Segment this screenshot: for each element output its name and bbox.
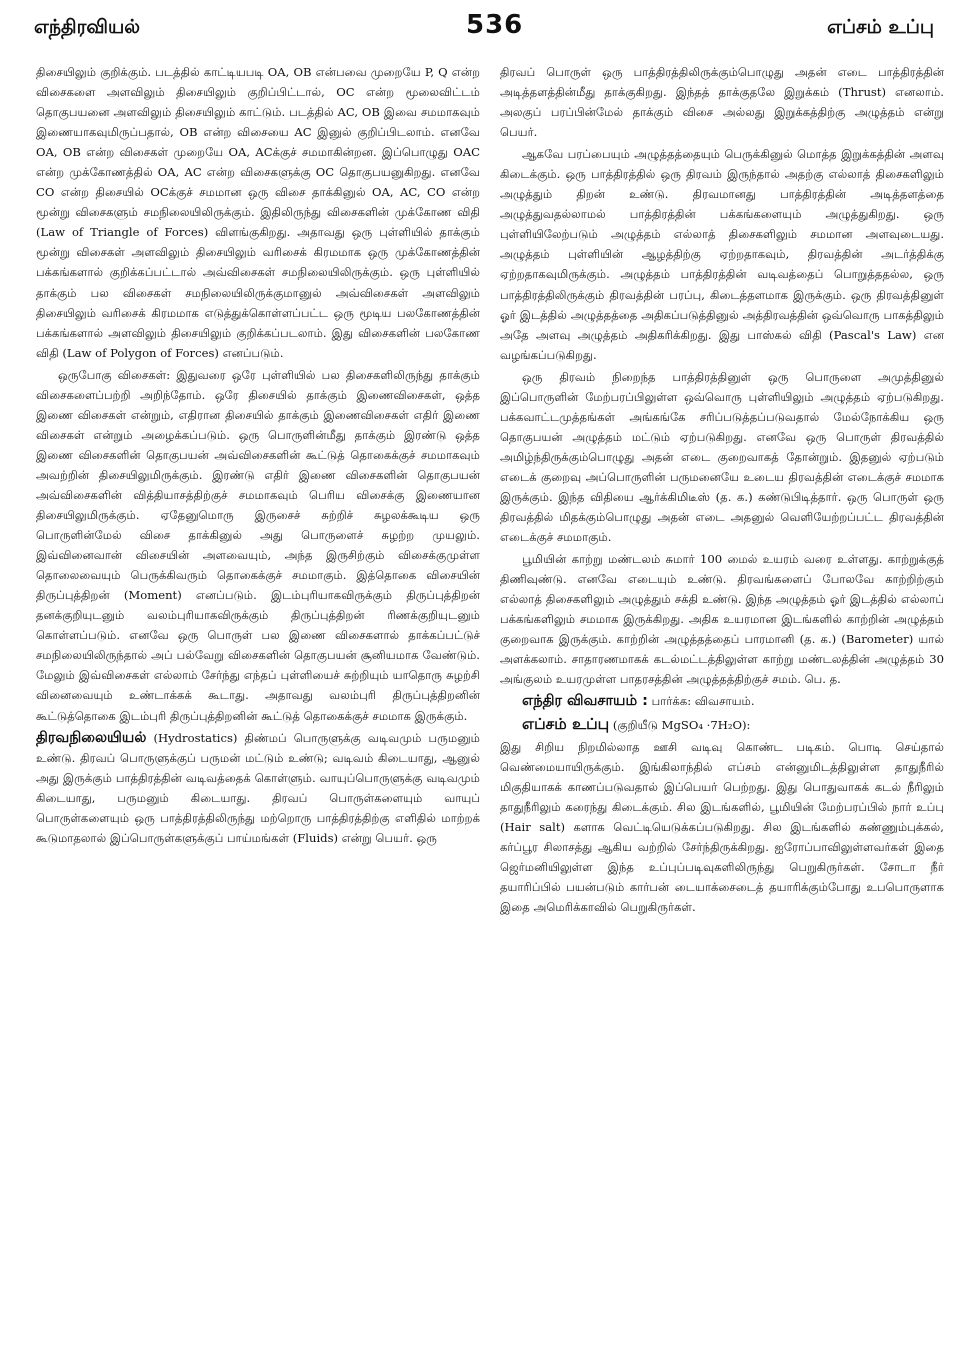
paragraph-pascal-law: ஆகவே பரப்பையும் அழுத்தத்தையும் பெருக்கினுல் மொத்த இறுக்கத்தின் அளவு கிடைக்கும். ஒரு பாத்திரத்தில் ஒரு திரவம் இருந்தால் அதற்கு எல்லாத் திசைகளிலும் அழுத்தும் திறன் உண்டு. திரவமானது பாத்திரத்தின் அடித்தளத்தை அழுத்துவதல்லாமல் பாத்திரத்தின் பக்கங்களையும் அழுத்துகிறது. ஒரு புள்ளியிலேற்படும் அழுத்தம் எல்லாத் திசைகளிலும் சமமான அளவுடையது. அழுத்தம் புள்ளியின் ஆழத்திற்கு ஏற்றதாகவும், திரவத்தின் அடர்த்திக்கு ஏற்றதாகவுமிருக்கும். அழுத்தம் பாத்திரத்தின் வடிவத்தைப் பொறுத்ததல்ல, ஒரு பாத்திரத்திலிருக்கும் திரவத்தின் பரப்பு, கிடைத்தளமாக இருக்கும். ஒரு திரவத்தினுள் ஓர் இடத்தில் அழுத்தத்தை அதிகப்படுத்தினுல் அத்திரவத்தின் ஒவ்வொரு பாகத்திலும் அதே அளவு அழுத்தம் அதிகரிக்கிறது. இது பாஸ்கல் விதி (Pascal's Law) என வழங்கப்படுகிறது. <box>500 147 944 362</box>
epsom-formula: (குறியீடு MgSO₄ ·7H₂O): <box>612 717 751 732</box>
running-head-right: எப்சம் உப்பு <box>827 16 934 38</box>
paragraph-archimedes: ஒரு திரவம் நிறைந்த பாத்திரத்தினுள் ஒரு பொருளை அமுத்தினுல் இப்பொருளின் மேற்பரப்பிலுள்ள ஒவ்வொரு புள்ளியிலும் அழுத்தம் ஏற்படுகிறது. பக்கவாட்டமுத்தங்கள் அங்கங்கே சரிப்படுத்தப்படுவதால் மேல்நோக்கிய ஒரு தொகுபயன் அழுத்தம் மட்டும் ஏற்படுகிறது. எனவே ஒரு பொருள் திரவத்தில் அமிழ்ந்திருக்கும்பொழுது அதன் எடை குறைவாகத் தோன்றும். இதனுல் ஏற்படும் எடைக் குறைவு அப்பொருளின் பருமனையே உடைய திரவத்தின் எடைக்குச் சமமாக இருக்கும். இந்த விதியை ஆர்க்கிமிடீஸ் (த. க.) கண்டுபிடித்தார். ஒரு பொருள் ஒரு திரவத்தில் மிதக்கும்பொழுது அதன் எடை அதனுல் வெளியேற்றப்பட்ட திரவத்தின் எடைக்குச் சமமாகும். <box>500 369 944 545</box>
paragraph-thrust: திரவப் பொருள் ஒரு பாத்திரத்திலிருக்கும்பொழுது அதன் எடை பாத்திரத்தின் அடித்தளத்தின்மீது தாக்குகிறது. இந்தத் தாக்குதலே இறுக்கம் (Thrust) எனலாம். அலகுப் பரப்பின்மேல் தாக்கும் விசை அல்லது இறுக்கத்திற்கு அழுத்தம் என்று பெயர். <box>500 65 944 140</box>
paragraph-atmospheric-pressure: பூமியின் காற்று மண்டலம் சுமார் 100 மைல் உயரம் வரை உள்ளது. காற்றுக்குத் திணிவுண்டு. எனவே எடையும் உண்டு. திரவங்களைப் போலவே காற்றிற்கும் எல்லாத் திசைகளிலும் அழுத்தும் சக்தி உண்டு. இந்த அழுத்தம் ஓர் இடத்தில் எல்லாப் பக்கங்களிலும் சமமாக இருக்கிறது. அதிக உயரமான இடங்களில் காற்றின் அழுத்தம் குறைவாக இருக்கும். காற்றின் அழுத்தத்தைப் பாரமானி (த. க.) (Barometer) யால் அளக்கலாம். சாதாரணமாகக் கடல்மட்டத்திலுள்ள காற்று மண்டலத்தின் அழுத்தம் 30 அங்குலம் உயரமுள்ள பாதரசத்தின் அழுத்தத்திற்குச் சமம். பெ. த. <box>500 552 944 687</box>
paragraph-epsom-salt: இது சிறிய நிறமில்லாத ஊசி வடிவு கொண்ட படிகம். பொடி செய்தால் வெண்மையாயிருக்கும். இங்கிலாந்தில் எப்சம் என்னுமிடத்திலுள்ள தாதுநீரில் மிகுதியாகக் காணப்படுவதால் இப்பெயர் பெற்றது. இது பொதுவாகக் கடல் நீரிலும் தாதுநீரிலும் கரைந்து கிடைக்கும். சில இடங்களில், பூமியின் மேற்பரப்பில் நார் உப்பு (Hair salt) களாக வெட்டியெடுக்கப்படுகிறது. சில இடங்களில் சுண்ணும்புக்கல், கர்ப்பூர சிலாசத்து ஆகிய வற்றில் சேர்ந்திருக்கிறது. ஐரோப்பாவிலுள்ளவர்கள் இதை ஜெர்மனியிலுள்ள இந்த உப்புப்படிவுகளிலிருந்து பெறுகிருர்கள். சோடா நீர் தயாரிப்பில் பயன்படும் கார்பன் டையாக்சைடைத் தயாரிக்கும்போது உபபொருளாக இதை அமெரிக்காவில் பெறுகிருர்கள். <box>500 739 944 914</box>
entry-heading-epsom-salt: எப்சம் உப்பு <box>522 714 610 733</box>
entry-mechanized-farming <box>500 691 944 711</box>
page-number: 536 <box>466 10 524 40</box>
right-column <box>500 62 944 1354</box>
entry-heading-hydrostatics: திரவநிலையியல் <box>36 729 147 746</box>
paragraph-hydrostatics <box>36 728 480 848</box>
entry-text-hydrostatics: (Hydrostatics) திண்மப் பொருளுக்கு வடிவமும் பருமனும் உண்டு. திரவப் பொருளுக்குப் பருமன் மட்டும் உண்டு; வடிவம் கிடையாது, ஆனுல் அது இருக்கும் பாத்திரத்தின் வடிவத்தைக் கொள்ளும். வாயுப்பொருளுக்கு வடிவமும் கிடையாது, பருமனும் கிடையாது. திரவப் பொருள்களையும் வாயுப் பொருள்களையும் ஒரு பாத்திரத்திலிருந்து மற்றொரு பாத்திரத்திற்கு எளிதில் மாற்றக் கூடுமாதலால் இப்பொருள்களுக்குப் பாய்மங்கள் (Fluids) என்று பெயர். ஒரு <box>36 730 480 845</box>
left-column <box>36 62 480 1354</box>
paragraph-law-of-triangle: திசையிலும் குறிக்கும். படத்தில் காட்டியபடி OA, OB என்பவை முறையே P, Q என்ற விசைகளை அளவிலும் திசையிலும் குறிப்பிட்டால், OC என்ற மூலைவிட்டம் தொகுபயனை அளவிலும் திசையிலும் காட்டும். படத்தில் AC, OB இவை சமமாகவும் இணையாகவுமிருப்பதால், OB என்ற விசையை AC இனுல் குறிப்பிடலாம். எனவே OA, OB என்ற விசைகள் முறையே OA, ACக்குச் சமமாகின்றன. இப்பொழுது OAC என்ற முக்கோணத்தில் OA, AC என்ற விசைகளுக்கு OC தொகுபயனுகிறது. எனவே CO என்ற திசையில் OCக்குச் சமமான ஒரு விசை தாக்கினுல் OA, AC, CO என்ற மூன்று விசைகளும் சமநிலையிலிருக்கும். இதிலிருந்து விசைகளின் முக்கோண விதி (Law of Triangle of Forces) விளங்குகிறது. அதாவது ஒரு புள்ளியில் தாக்கும் மூன்று விசைகள் அளவிலும் திசையிலும் வரிசைக் கிரமமாக ஒரு முக்கோணத்தின் பக்கங்களால் குறிக்கப்பட்டால் அவ்விசைகள் சமநிலையிலிருக்கும். ஒரு புள்ளியில் தாக்கும் பல விசைகள் சமநிலையிலிருக்குமானுல் அவ்விசைகள் அளவிலும் திசையிலும் வரிசைக் கிரமமாக எடுத்துக்கொள்ளப்பட்ட ஒரு மூடிய பலகோணத்தின் பக்கங்களால் அளவிலும் திசையிலும் குறிக்கப்படலாம். இது விசைகளின் பலகோண விதி (Law of Polygon of Forces) எனப்படும். <box>36 65 480 360</box>
entry-heading-mechanized-farming: எந்திர விவசாயம் : <box>522 693 648 710</box>
page-header <box>34 10 934 46</box>
entry-epsom-salt-heading <box>500 714 944 735</box>
running-head-left: எந்திரவியல் <box>34 16 141 38</box>
paragraph-parallel-forces: ஒருபோகு விசைகள்: இதுவரை ஒரே புள்ளியில் பல திசைகளிலிருந்து தாக்கும் விசைகளைப்பற்றி அறிந்தோம். ஒரே திசையில் தாக்கும் இணைவிசைகள், ஒத்த இணை விசைகள் என்றும், எதிரான திசையில் தாக்கும் இணைவிசைகள் எதிர் இணை விசைகள் என்றும் அழைக்கப்படும். ஒரு பொருளின்மீது தாக்கும் இரண்டு ஒத்த இணை விசைகளின் தொகுபயன் அவ்விசைகளின் கூட்டுத் தொகைக்குச் சமமாகவும் அவற்றின் திசையிலுமிருக்கும். இரண்டு எதிர் இணை விசைகளின் தொகுபயன் அவ்விசைகளின் வித்தியாசத்திற்குச் சமமாகவும் பெரிய விசைக்கு இணையான திசையிலுமிருக்கும். ஏதேனுமொரு இருசைச் சுற்றிச் சுழலக்கூடிய ஒரு பொருளின்மேல் விசை தாக்கினுல் அது பொருளைச் சுழற்ற முயலும். இவ்வினைவான் விசையின் அளவையும், அந்த இருசிற்கும் விசைக்குமுள்ள தொலைவையும் பெருக்கிவரும் தொகைக்குச் சமமாகும். இத்தொகை விசையின் திருப்புத்திறன் (Moment) எனப்படும். இடம்புரியாகவிருக்கும் திருப்புத்திறன் தனக்குறியுடனும் வலம்புரியாகவிருக்கும் திருப்புத்திறன் ரிணக்குறியுடனும் கொள்ளப்படும். எனவே ஒரு பொருள் பல இணை விசைகளால் தாக்கப்பட்டுச் சமநிலையிலிருந்தால் அப் பல்வேறு விசைகளின் தொகுபயன் சூனியமாக வேண்டும். மேலும் இவ்விசைகள் எல்லாம் சேர்ந்து எந்தப் புள்ளியைச் சுற்றியும் யாதொரு சுழற்சி வினைவையும் உண்டாக்கக் கூடாது. அதாவது வலம்புரி திருப்புத்திறனின் கூட்டுத்தொகை இடம்புரி திருப்புத்திறனின் கூட்டுத் தொகைக்குச் சமமாக இருக்கும். <box>36 367 480 723</box>
entry-crossref: பார்க்க: விவசாயம். <box>651 694 755 709</box>
